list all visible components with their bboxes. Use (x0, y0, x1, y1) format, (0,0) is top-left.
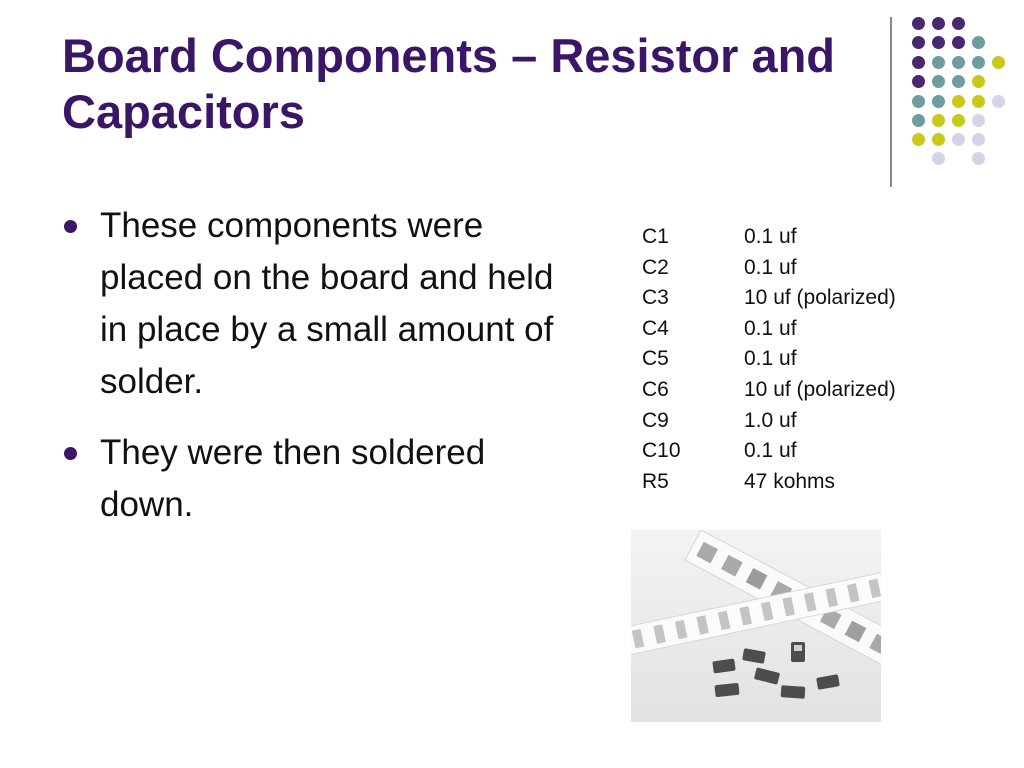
table-row (642, 375, 896, 406)
component-value: 10 uf (polarized) (744, 377, 896, 401)
decor-dot (932, 56, 945, 69)
component-value: 0.1 uf (744, 225, 797, 248)
component-ref: C2 (642, 255, 669, 279)
decor-dot (932, 75, 945, 88)
component-value: 0.1 uf (744, 347, 797, 371)
component-value: 1.0 uf (744, 408, 797, 432)
component-ref: R5 (642, 469, 669, 493)
decor-dot (912, 17, 925, 30)
component-value: 0.1 uf (744, 316, 797, 340)
component-ref: C4 (642, 316, 669, 340)
table-row (642, 344, 896, 375)
component-ref: C6 (642, 377, 669, 401)
component-value: 0.1 uf (744, 439, 797, 463)
decor-dot (972, 114, 985, 127)
bullet-text: They were then soldered down. (100, 433, 486, 524)
decor-dot (932, 36, 945, 49)
component-ref: C5 (642, 347, 669, 371)
table-row (642, 222, 896, 253)
decor-dot (932, 95, 945, 108)
decor-dot (972, 36, 985, 49)
bullet-item (64, 427, 584, 531)
table-row (642, 406, 896, 437)
decor-dot (972, 152, 985, 165)
decor-dot (912, 36, 925, 49)
decor-dot (912, 114, 925, 127)
component-ref: C1 (642, 225, 669, 248)
decor-dot (932, 17, 945, 30)
decor-dot (932, 152, 945, 165)
decor-dot (972, 133, 985, 146)
smd-components-photo (631, 530, 881, 722)
slide-title: Board Components – Resistor and Capacitors (62, 29, 835, 138)
decor-dot (952, 56, 965, 69)
bullet-icon (64, 447, 77, 460)
decor-dot (952, 95, 965, 108)
decor-dot (912, 56, 925, 69)
decor-dot (952, 75, 965, 88)
title-divider (890, 17, 892, 187)
bullet-icon (64, 220, 77, 233)
decor-dot (992, 95, 1005, 108)
table-row (642, 283, 896, 314)
decor-dot (932, 133, 945, 146)
table-row (642, 253, 896, 284)
component-ref: C3 (642, 286, 669, 310)
component-ref: C9 (642, 408, 669, 432)
decor-dot (972, 75, 985, 88)
decor-dot (952, 36, 965, 49)
component-ref: C10 (642, 439, 681, 463)
component-value: 47 kohms (744, 469, 836, 493)
bullet-item (64, 200, 584, 408)
table-row (642, 314, 896, 345)
decor-dot (972, 56, 985, 69)
decor-dot (912, 95, 925, 108)
decor-dot (952, 17, 965, 30)
decor-dot (932, 114, 945, 127)
component-value: 10 uf (polarized) (744, 286, 896, 310)
table-row (642, 436, 896, 467)
decor-dot (912, 133, 925, 146)
decor-dot (912, 75, 925, 88)
decor-dot (972, 95, 985, 108)
component-value-table (642, 222, 896, 497)
smd-components-illustration (631, 530, 881, 722)
bullet-text: These components were placed on the board and held in place by a small amount of solder. (100, 206, 554, 401)
component-value: 0.1 uf (744, 255, 797, 279)
table-row (642, 467, 896, 498)
decor-dot (952, 133, 965, 146)
decor-dot (992, 56, 1005, 69)
bullet-list (64, 200, 584, 531)
decor-dot (952, 114, 965, 127)
